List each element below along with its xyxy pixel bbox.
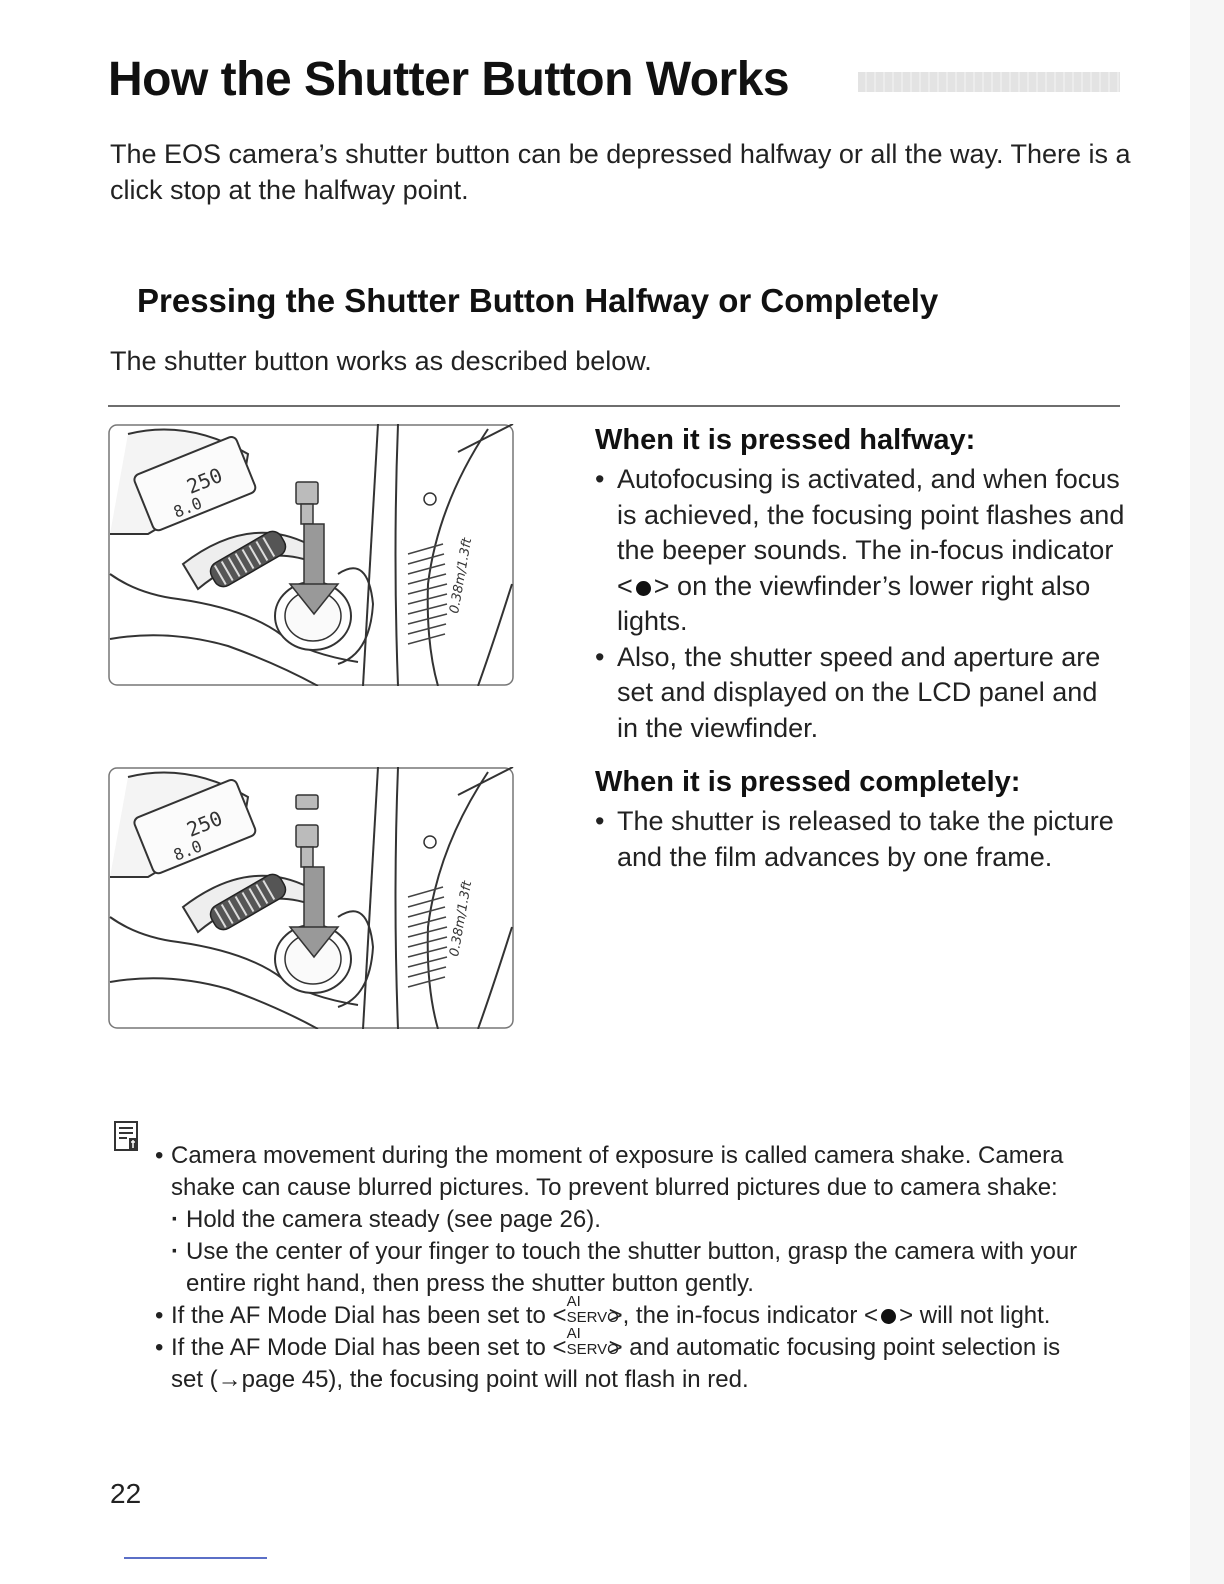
lens-distance-scale: 0.38m/1.3ft xyxy=(447,536,476,615)
page-title: How the Shutter Button Works xyxy=(108,53,790,106)
page-edge-shadow xyxy=(1190,0,1224,1584)
page-number: 22 xyxy=(110,1478,142,1509)
note-memo-icon xyxy=(113,1120,143,1154)
camera-top-halfway-icon xyxy=(108,424,514,686)
note-subitem-finger: · Use the center of your finger to touch the shutter button, grasp the camera with your entire right hand, then press the shutter button gently. xyxy=(155,1236,1095,1300)
halfway-bullet-1: • Autofocusing is activated, and when focus is achieved, the focusing point flashes and the beeper sounds. The in-focus indicator < > on the viewfinder’s lower right also lights. xyxy=(595,462,1125,640)
ai-servo-symbol: AI SERVO xyxy=(566,1325,619,1358)
halfway-bullet-2: • Also, the shutter speed and aperture are set and displayed on the LCD panel and in the viewfinder. xyxy=(595,640,1125,747)
halfway-section xyxy=(595,422,1125,746)
note-item-camera-shake: • Camera movement during the moment of exposure is called camera shake. Camera shake can cause blurred pictures. To prevent blurred pictures due to camera shake: xyxy=(155,1140,1095,1204)
halfway-heading: When it is pressed halfway: xyxy=(595,424,976,456)
in-focus-dot-icon xyxy=(636,581,651,596)
section-description: The shutter button works as described below. xyxy=(110,346,652,376)
notes-block xyxy=(155,1140,1095,1396)
complete-bullet-1: • The shutter is released to take the picture and the film advances by one frame. xyxy=(595,804,1125,875)
camera-halfway-illustration xyxy=(108,424,514,686)
camera-top-full-press-icon xyxy=(108,767,514,1029)
lcd-aperture: 8.0 xyxy=(170,493,205,522)
title-decoration-bar xyxy=(858,72,1120,92)
lcd-aperture: 8.0 xyxy=(170,836,205,865)
horizontal-rule xyxy=(108,405,1120,407)
section-subheading: Pressing the Shutter Button Halfway or Completely xyxy=(137,282,939,319)
lcd-readout: 250 xyxy=(183,462,226,499)
lens-distance-scale: 0.38m/1.3ft xyxy=(447,879,476,958)
camera-full-press-illustration xyxy=(108,767,514,1029)
intro-paragraph: The EOS camera’s shutter button can be depressed halfway or all the way. There is a click stop at the halfway point. xyxy=(110,139,1131,205)
ai-servo-symbol: AI SERVO xyxy=(566,1293,619,1326)
footer-accent-line xyxy=(124,1557,267,1559)
complete-section xyxy=(595,764,1125,875)
lcd-readout: 250 xyxy=(183,805,226,842)
note-item-ai-servo-indicator: • If the AF Mode Dial has been set to < AI SERVO >, the in-focus indicator < > will not light. xyxy=(155,1300,1095,1332)
complete-bullets xyxy=(595,804,1125,875)
halfway-bullets xyxy=(595,462,1125,746)
complete-heading: When it is pressed completely: xyxy=(595,766,1021,798)
note-item-ai-servo-focus-point: • If the AF Mode Dial has been set to < AI SERVO > and automatic focusing point selection is set (→page 45), the focusing point will not flash in red. xyxy=(155,1332,1095,1396)
note-subitem-hold-steady: · Hold the camera steady (see page 26). xyxy=(155,1204,1095,1236)
in-focus-dot-icon xyxy=(881,1309,896,1324)
